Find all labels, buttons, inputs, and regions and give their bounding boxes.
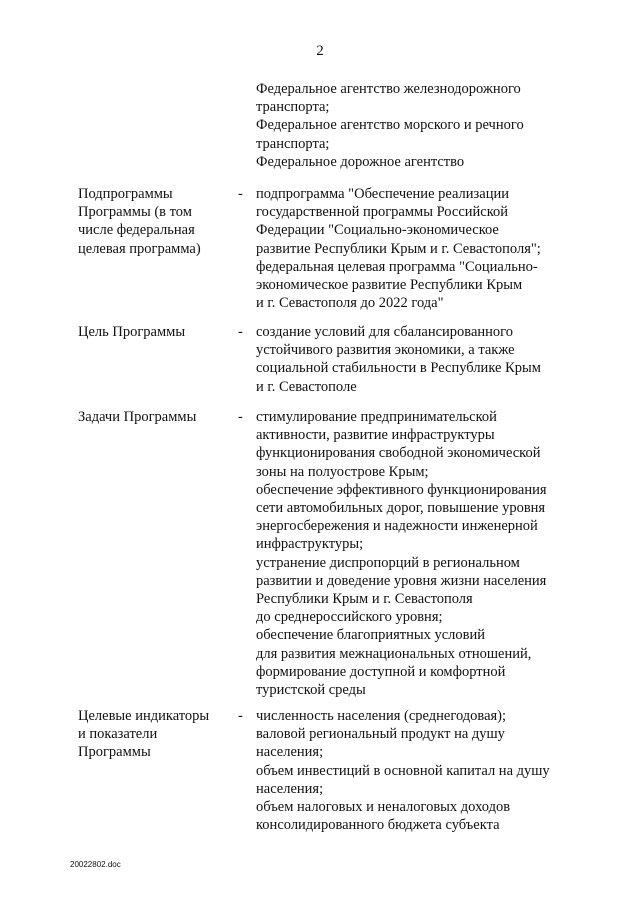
- label-line: Целевые индикаторы: [78, 708, 210, 724]
- section-indicators-dash: -: [238, 708, 243, 724]
- label-line: числе федеральная: [78, 222, 195, 239]
- content-line: обеспечение эффективного функционирования: [256, 481, 547, 498]
- content-line: и г. Севастополе: [256, 378, 357, 395]
- label-line: Цель Программы: [78, 324, 186, 340]
- content-line: устойчивого развития экономики, а также: [256, 342, 515, 359]
- content-line: энергосбережения и надежности инженерной: [256, 518, 538, 535]
- intro-line: транспорта;: [256, 99, 330, 116]
- label-line: Программы: [78, 744, 151, 761]
- intro-line: транспорта;: [256, 135, 330, 152]
- content-line: консолидированного бюджета субъекта: [256, 817, 500, 834]
- section-subprograms-label: [78, 185, 238, 258]
- content-line: социальной стабильности в Республике Крым: [256, 360, 541, 377]
- intro-line: Федеральное дорожное агентство: [256, 153, 465, 170]
- section-indicators-content: [256, 707, 586, 834]
- content-line: формирование доступной и комфортной: [256, 663, 506, 680]
- label-line: и показатели: [78, 726, 158, 743]
- section-goal-dash: -: [238, 324, 243, 340]
- section-subprograms-content: [256, 185, 586, 312]
- content-line: туристской среды: [256, 682, 366, 699]
- content-line: для развития межнациональных отношений,: [256, 645, 532, 662]
- content-line: численность населения (среднегодовая);: [256, 708, 507, 724]
- content-line: активности, развитие инфраструктуры: [256, 427, 495, 444]
- intro-line: Федеральное агентство железнодорожного: [256, 81, 521, 97]
- content-line: развитие Республики Крым и г. Севастополя";: [256, 240, 541, 257]
- intro-line: Федеральное агентство морского и речного: [256, 117, 524, 134]
- page-number: 2: [316, 43, 324, 59]
- section-tasks-dash: -: [238, 409, 243, 425]
- content-line: Республики Крым и г. Севастополя: [256, 591, 473, 608]
- content-line: объем налоговых и неналоговых доходов: [256, 799, 511, 816]
- content-line: развитии и доведение уровня жизни населения: [256, 572, 547, 589]
- footer-filename: 20022802.doc: [70, 860, 121, 869]
- content-line: устранение диспропорций в региональном: [256, 554, 520, 571]
- content-line: до среднероссийского уровня;: [256, 609, 443, 626]
- content-line: подпрограмма "Обеспечение реализации: [256, 186, 509, 202]
- intro-block: [256, 80, 586, 171]
- section-goal-label: [78, 323, 238, 341]
- content-line: объем инвестиций в основной капитал на душу: [256, 762, 550, 779]
- label-line: целевая программа): [78, 240, 201, 257]
- section-goal-content: [256, 323, 586, 396]
- label-line: Подпрограммы: [78, 186, 173, 202]
- content-line: населения;: [256, 744, 324, 761]
- content-line: инфраструктуры;: [256, 536, 364, 553]
- content-line: и г. Севастополя до 2022 года": [256, 295, 444, 312]
- label-line: Программы (в том: [78, 204, 192, 221]
- section-indicators-label: [78, 707, 238, 762]
- content-line: федеральная целевая программа "Социально-: [256, 258, 538, 275]
- section-tasks-label: [78, 408, 238, 426]
- content-line: экономическое развитие Республики Крым: [256, 277, 523, 294]
- content-line: функционирования свободной экономической: [256, 445, 541, 462]
- content-line: Федерации "Социально-экономическое: [256, 222, 499, 239]
- content-line: населения;: [256, 780, 324, 797]
- section-tasks-content: [256, 408, 586, 699]
- content-line: создание условий для сбалансированного: [256, 324, 513, 340]
- content-line: обеспечение благоприятных условий: [256, 627, 486, 644]
- label-line: Задачи Программы: [78, 409, 197, 425]
- content-line: стимулирование предпринимательской: [256, 409, 497, 425]
- content-line: зоны на полуострове Крым;: [256, 463, 429, 480]
- content-line: сети автомобильных дорог, повышение уровня: [256, 500, 546, 517]
- section-subprograms-dash: -: [238, 186, 243, 202]
- content-line: государственной программы Российской: [256, 204, 509, 221]
- content-line: валовой региональный продукт на душу: [256, 726, 505, 743]
